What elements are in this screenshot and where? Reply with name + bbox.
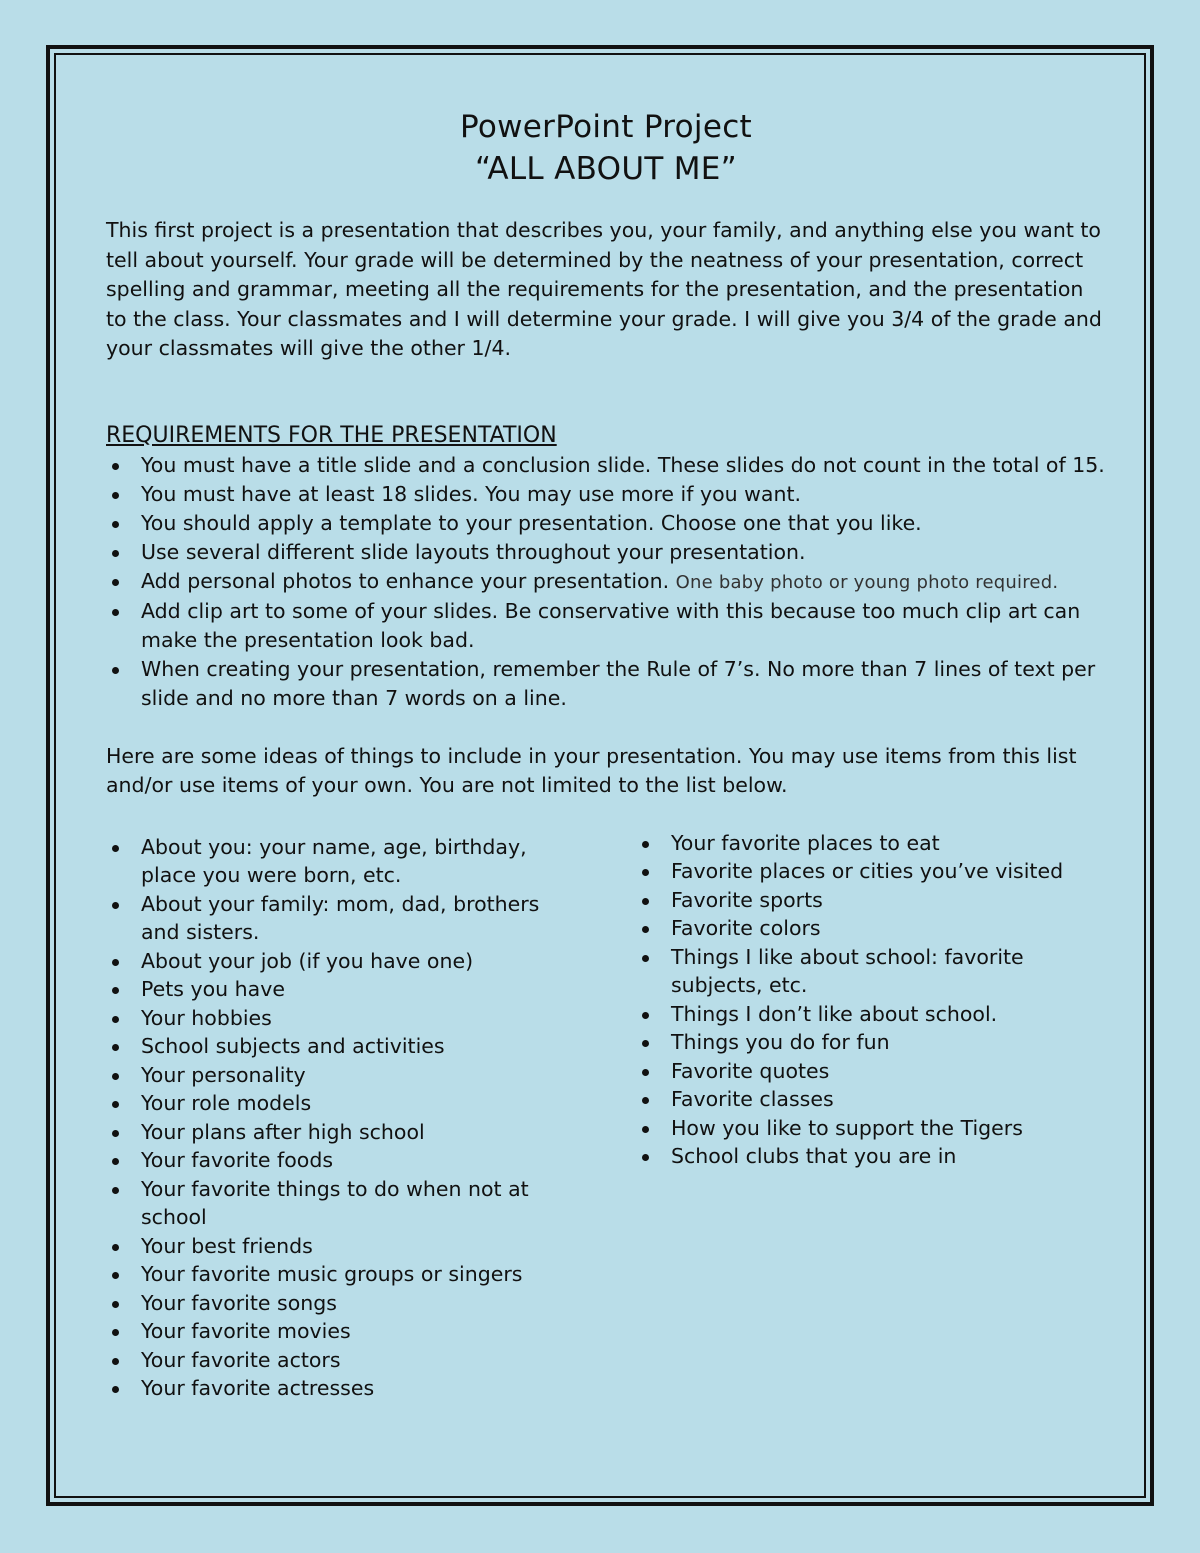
idea-item: Your favorite music groups or singers [106,1260,576,1289]
idea-item: Things you do for fun [636,1028,1106,1057]
idea-item: Pets you have [106,975,576,1004]
idea-item: Your favorite foods [106,1146,576,1175]
idea-item: About you: your name, age, birthday, place you were born, etc. [106,833,576,890]
idea-item: Favorite classes [636,1085,1106,1114]
idea-item: Your favorite songs [106,1289,576,1318]
idea-item: Your plans after high school [106,1118,576,1147]
idea-item: Your favorite places to eat [636,829,1106,858]
requirement-item: You must have at least 18 slides. You may use more if you want. [106,480,1106,509]
idea-item: Your best friends [106,1232,576,1261]
idea-item: School subjects and activities [106,1032,576,1061]
ideas-list-left [106,833,576,1403]
ideas-list-right [636,829,1106,1171]
idea-item: Your role models [106,1089,576,1118]
idea-item: Things I don’t like about school. [636,1000,1106,1029]
idea-item: School clubs that you are in [636,1142,1106,1171]
ideas-columns [106,829,1106,1429]
idea-item: Your hobbies [106,1004,576,1033]
idea-item: Your favorite actresses [106,1374,576,1403]
idea-item: Things I like about school: favorite subjects, etc. [636,943,1106,1000]
requirement-item: Add clip art to some of your slides. Be conservative with this because too much clip art can make the presentation look bad. [106,597,1106,655]
idea-item: About your job (if you have one) [106,947,576,976]
requirement-item: You must have a title slide and a conclusion slide. These slides do not count in the total of 15. [106,451,1106,480]
requirement-item: Add personal photos to enhance your presentation. One baby photo or young photo required. [106,567,1106,597]
idea-item: Your favorite movies [106,1317,576,1346]
requirements-list [106,451,1106,713]
ideas-intro-paragraph: Here are some ideas of things to include in your presentation. You may use items from this list and/or use items of your own. You are not limited to the list below. [106,743,1077,797]
idea-item: Your favorite things to do when not at school [106,1175,576,1232]
idea-item: How you like to support the Tigers [636,1114,1106,1143]
requirement-item: Use several different slide layouts throughout your presentation. [106,538,1106,567]
title-line-2: “ALL ABOUT ME” [474,151,738,187]
idea-item: Your favorite actors [106,1346,576,1375]
photo-note: One baby photo or young photo required. [675,571,1059,593]
requirement-item: You should apply a template to your presentation. Choose one that you like. [106,509,1106,538]
idea-item: Favorite quotes [636,1057,1106,1086]
idea-item: Favorite sports [636,886,1106,915]
idea-item: Favorite places or cities you’ve visited [636,857,1106,886]
idea-item: Your personality [106,1061,576,1090]
title-line-1: PowerPoint Project [459,109,752,145]
requirement-item: When creating your presentation, remember the Rule of 7’s. No more than 7 lines of text per slide and no more than 7 words on a line. [106,655,1106,713]
intro-paragraph: This first project is a presentation that describes you, your family, and anything else you want to tell about yourself. Your grade will be determined by the neatness of your presentation, correct spelling and grammar, meeting all the requirements for the presentation, and the presentation to the class. Your classmates and I will determine your grade. I will give you 3/4 of the grade and your classmates will give the other 1/4. [106,218,1102,360]
requirements-heading: REQUIREMENTS FOR THE PRESENTATION [106,422,557,448]
idea-item: About your family: mom, dad, brothers and sisters. [106,890,576,947]
idea-item: Favorite colors [636,914,1106,943]
document-title [106,106,1106,190]
document-content [106,106,1106,1429]
